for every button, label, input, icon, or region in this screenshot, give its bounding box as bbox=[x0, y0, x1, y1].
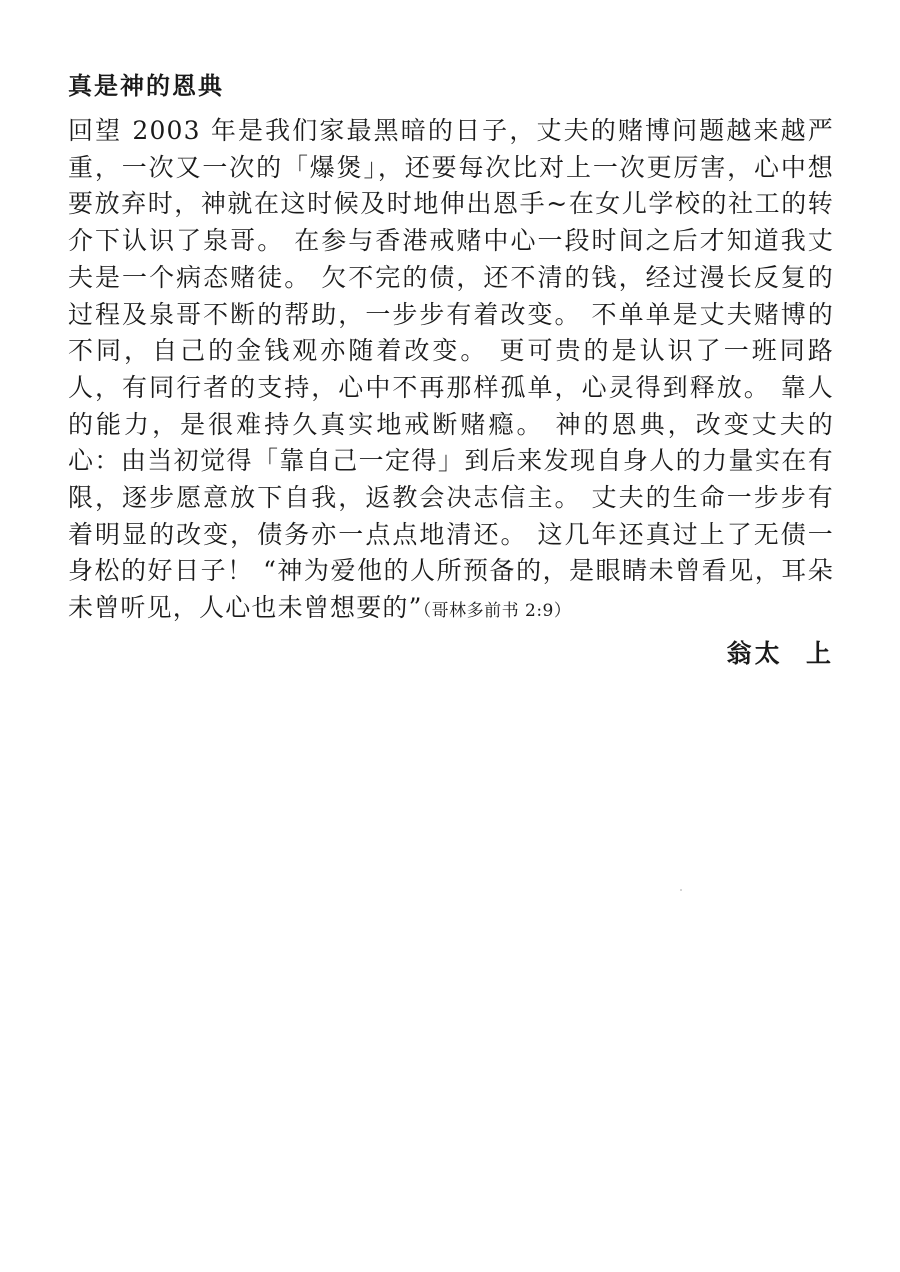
testimony-text: 回望 2003 年是我们家最黑暗的日子，丈夫的赌博问题越来越严重，一次又一次的「爆煲」，还要每次比对上一次更厉害，心中想要放弃时，神就在这时候及时地伸出恩手~在女儿学校的社工的转介下认识了泉哥。 在参与香港戒赌中心一段时间之后才知道我丈夫是一个病态赌徒。 欠不完的债，还不清的钱，经过漫长反复的过程及泉哥不断的帮助，一步步有着改变。 不单单是丈夫赌博的不同，自己的金钱观亦随着改变。 更可贵的是认识了一班同路人，有同行者的支持，心中不再那样孤单，心灵得到释放。 靠人的能力，是很难持久真实地戒断赌瘾。 神的恩典，改变丈夫的心：由当初觉得「靠自己一定得」到后来发现自身人的力量实在有限，逐步愿意放下自我，返教会决志信主。 丈夫的生命一步步有着明显的改变，债务亦一点点地清还。 这几年还真过上了无债一身松的好日子！ “神为爱他的人所预备的，是眼睛未曾看见，耳朵未曾听见，人心也未曾想要的” bbox=[68, 116, 834, 623]
scan-speck bbox=[680, 889, 682, 891]
body-paragraph bbox=[68, 113, 834, 630]
document-title: 真是神的恩典 bbox=[68, 72, 224, 100]
signature: 翁太 上 bbox=[726, 639, 834, 668]
scripture-reference: （哥林多前书 2:9） bbox=[422, 601, 572, 622]
